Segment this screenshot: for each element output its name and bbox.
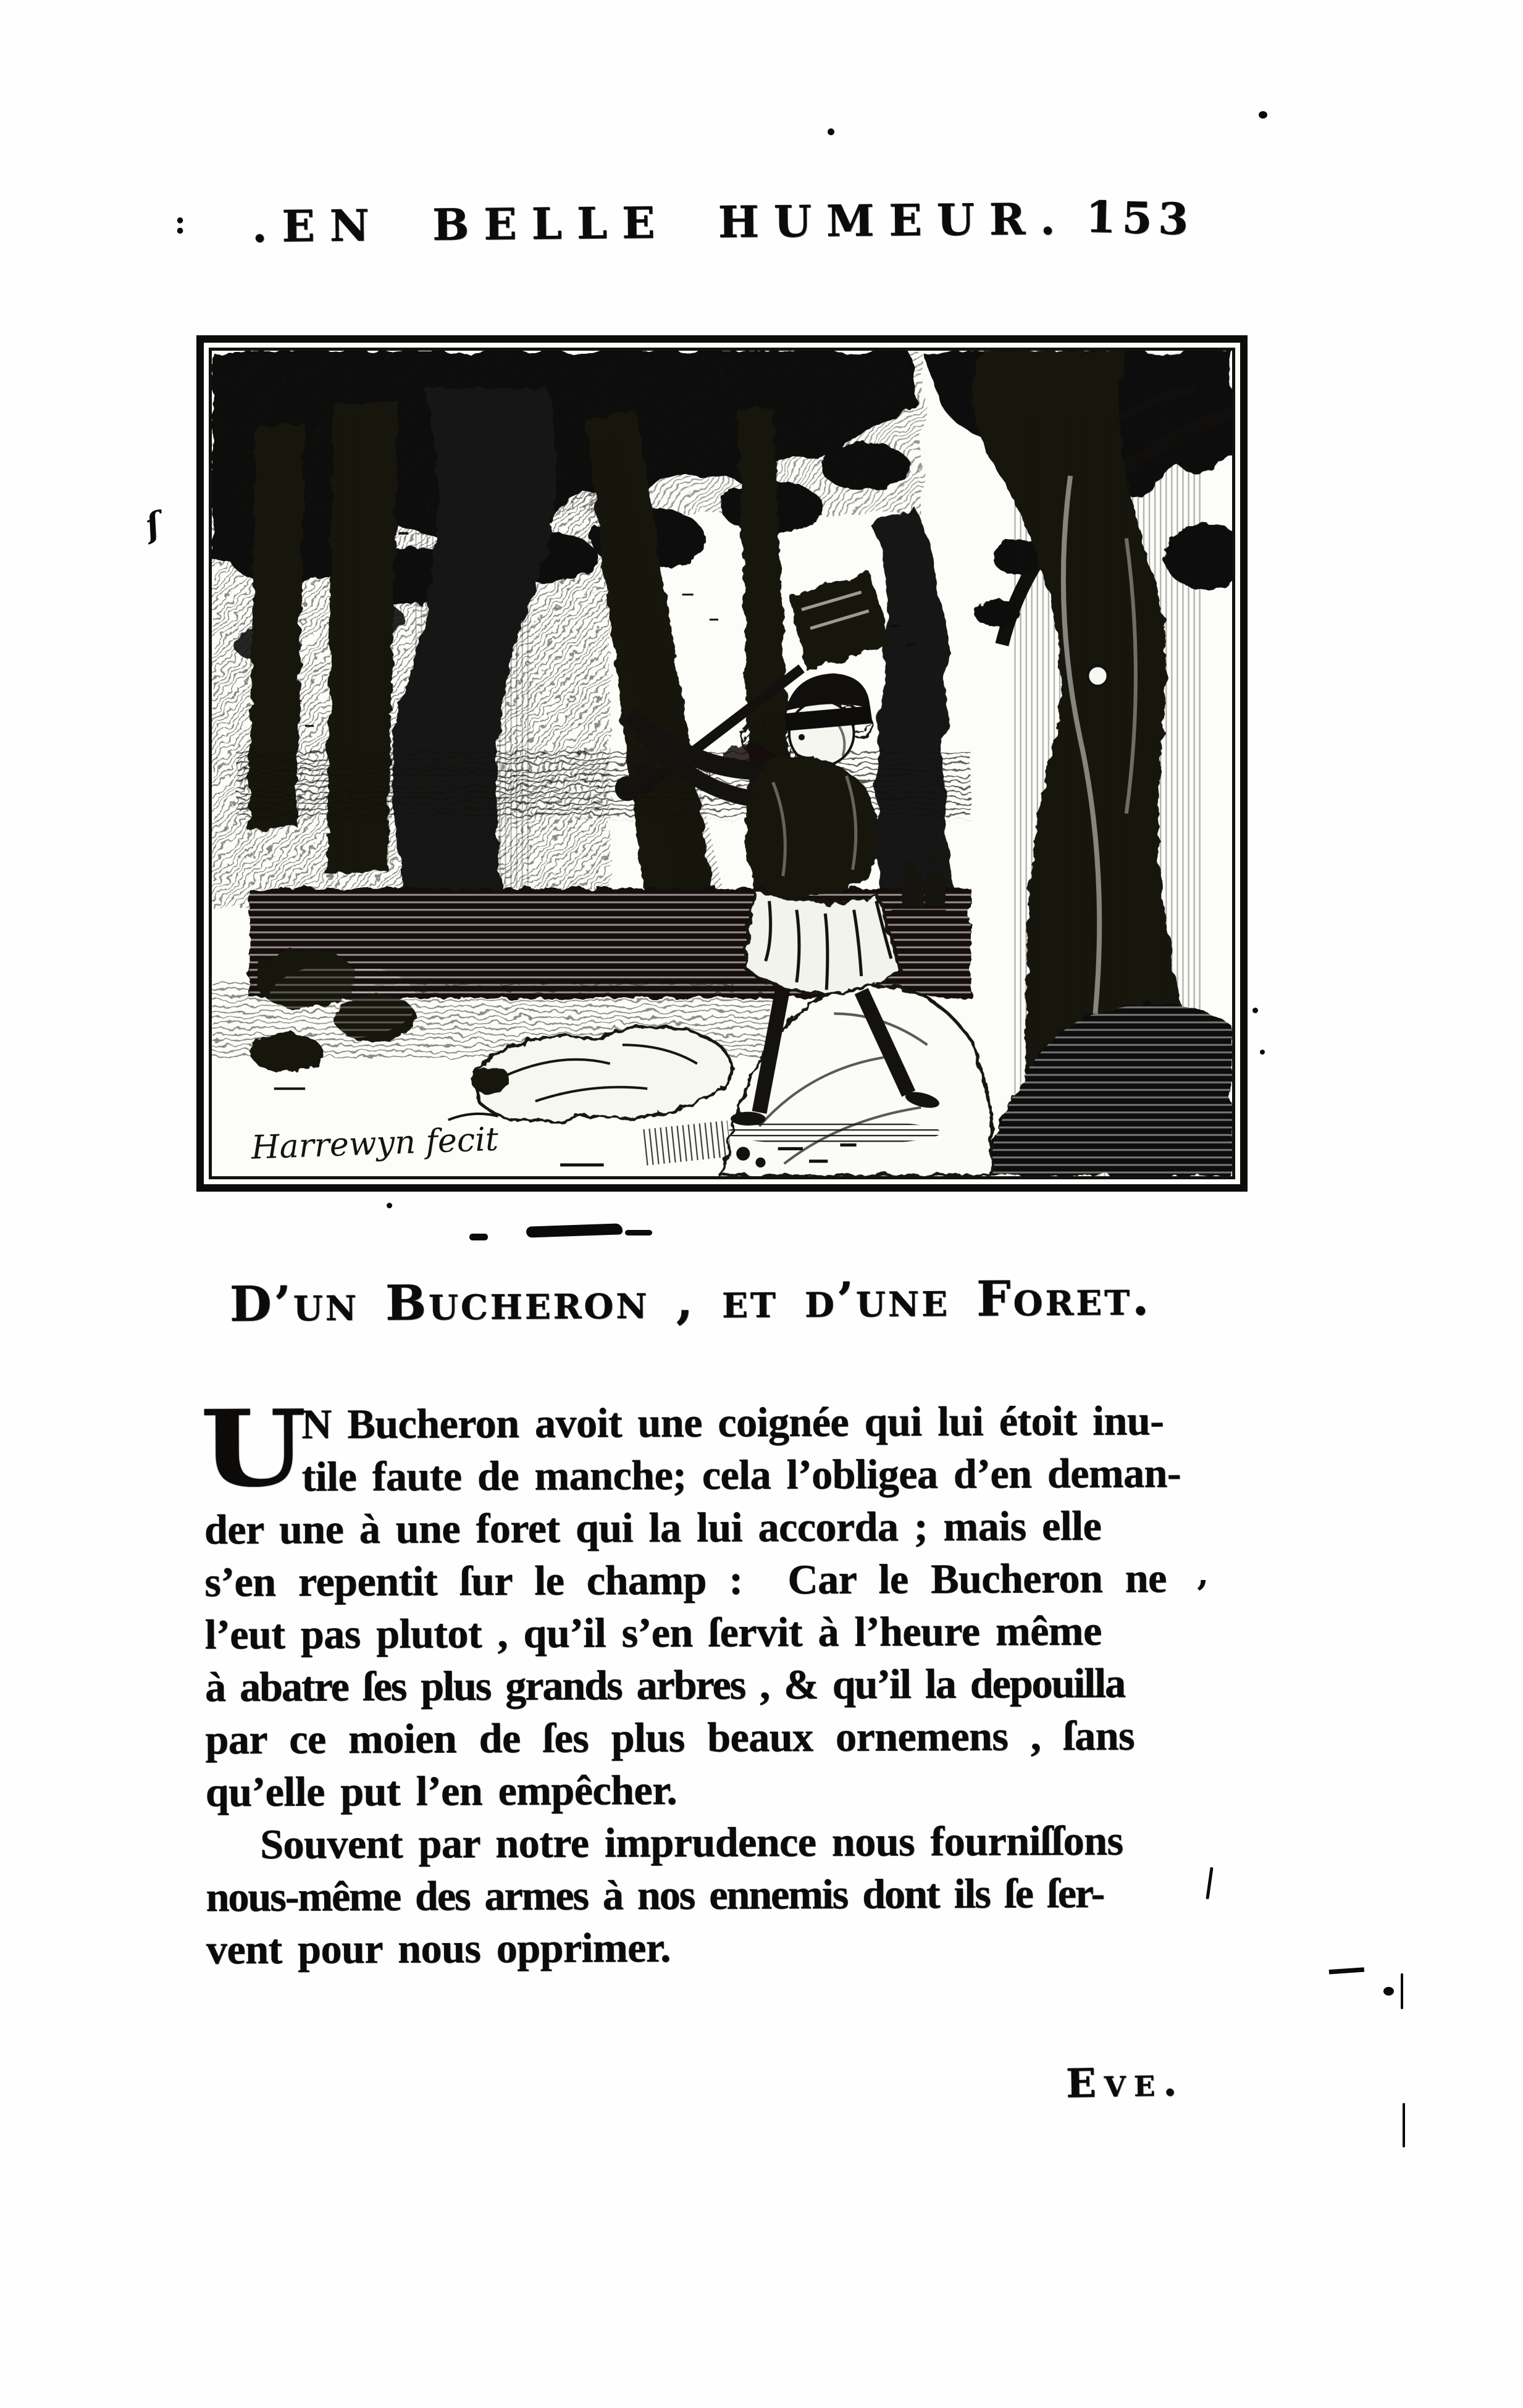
engraving-frame [196,335,1248,1192]
ink-speck [1260,1050,1265,1055]
margin-mark: : [174,204,187,241]
ink-speck [1252,1008,1258,1013]
body-line: par ce moien de ſes plus beaux ornemens , ſans [205,1712,1135,1763]
moral-line: nous-même des armes à nos ennemis dont ils ſe ſer- [206,1869,1104,1920]
ink-speck [1206,1867,1213,1899]
body-line: l’eut pas plutot , qu’il s’en ſervit à l’heure même [204,1607,1102,1658]
drop-cap: U [199,1387,307,1511]
ink-speck [469,1234,488,1240]
fable-title: D’un Bucheron , et d’une Foret. [229,1269,1152,1333]
engraving-illustration [212,351,1232,1176]
body-line: qu’elle put l’en empêcher. [205,1766,678,1815]
ink-speck: ſ [141,504,165,546]
ink-speck [1383,1987,1394,1996]
moral-line: vent pour nous opprimer. [206,1923,671,1973]
body-line: à abatre ſes plus grands arbres , & qu’il la depouilla [204,1659,1125,1710]
engraver-signature: Harrewyn fecit [250,1120,499,1167]
catchword: Eve. [1065,2059,1185,2107]
moral-line: Souvent par notre imprudence nous fourniſſons [259,1816,1123,1868]
engraving-inner-frame [209,348,1235,1179]
ink-speck [1259,111,1267,119]
shadow-thicket [871,507,965,926]
body-line: tile faute de manche; cela l’obligea d’en deman- [301,1449,1181,1500]
ink-speck [828,128,834,135]
body-line: N Bucheron avoit une coignée qui lui étoit inu- [301,1397,1164,1448]
body-line: der une à une foret qui la lui accorda ; mais elle [204,1502,1102,1553]
running-header [252,192,1195,253]
body-line: s’en repentit ſur le champ : Car le Bucheron ne [204,1554,1167,1605]
header-leading-dot: . [251,200,282,253]
ink-speck [1401,1973,1403,2009]
ink-speck [1403,2103,1405,2147]
ink-speck [387,1203,392,1208]
ink-speck: ’ [1196,1573,1209,1616]
ink-smudge [625,1230,652,1235]
ink-smudge [526,1223,623,1237]
page-number: 153 [1085,191,1196,245]
header-title: EN BELLE HUMEUR. [282,193,1070,252]
ink-speck: — [1325,1943,1368,1993]
